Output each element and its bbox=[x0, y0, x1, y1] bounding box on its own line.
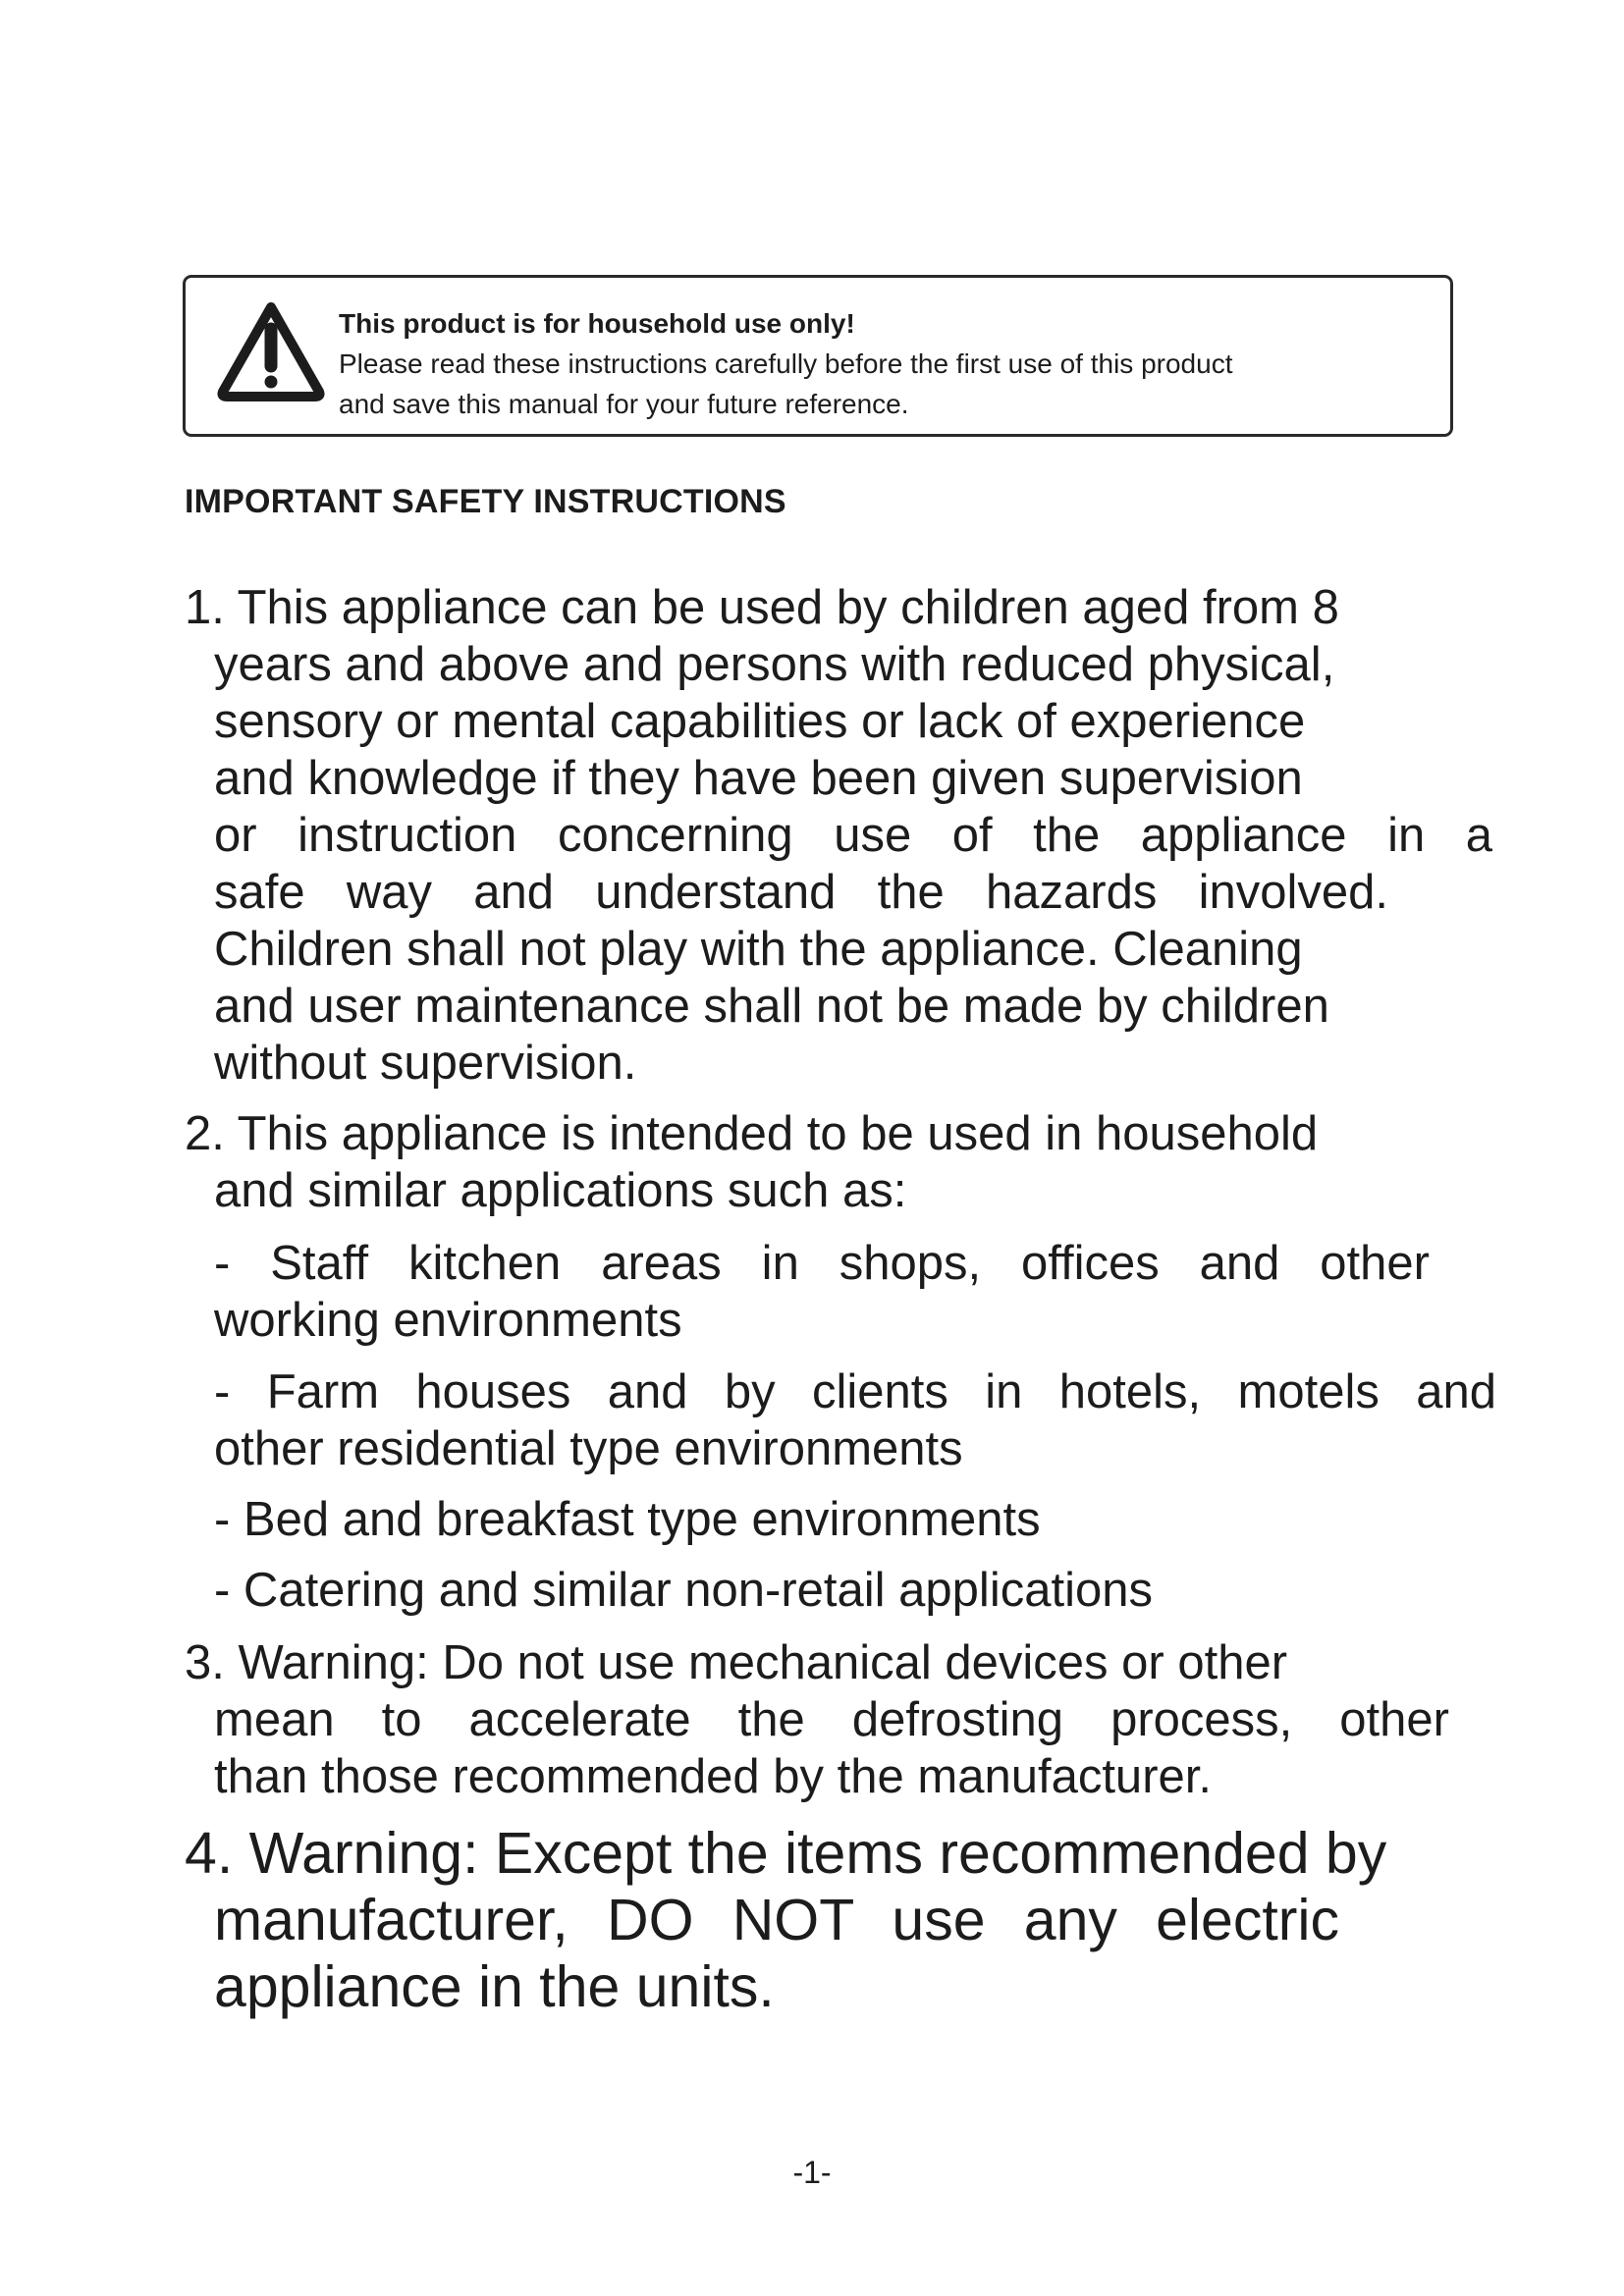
item-2-line-2: and similar applications such as: bbox=[214, 1164, 907, 1217]
subitem-farm-houses-line-2: other residential type environments bbox=[214, 1422, 963, 1475]
item-1-line-1: 1. This appliance can be used by children aged from 8 bbox=[185, 581, 1339, 634]
subitem-catering: - Catering and similar non-retail applications bbox=[214, 1564, 1153, 1617]
item-4-line-2: manufacturer, DO NOT use any electric bbox=[214, 1888, 1339, 1952]
item-1-line-4: and knowledge if they have been given supervision bbox=[214, 752, 1303, 805]
item-3-line-3: than those recommended by the manufacturer. bbox=[214, 1750, 1212, 1803]
item-1-line-7: Children shall not play with the appliance. Cleaning bbox=[214, 923, 1303, 976]
item-1-line-2: years and above and persons with reduced physical, bbox=[214, 638, 1335, 691]
page-number: -1- bbox=[792, 2155, 832, 2190]
notice-title: This product is for household use only! bbox=[339, 308, 855, 339]
item-4-line-1: 4. Warning: Except the items recommended by bbox=[185, 1821, 1387, 1886]
item-1-line-8: and user maintenance shall not be made by children bbox=[214, 980, 1329, 1033]
notice-line-1: Please read these instructions carefully before the first use of this product bbox=[339, 348, 1233, 379]
item-2-line-1: 2. This appliance is intended to be used in household bbox=[185, 1107, 1319, 1160]
household-use-notice bbox=[183, 275, 1453, 437]
item-4-line-3: appliance in the units. bbox=[214, 1954, 775, 2019]
notice-text bbox=[339, 303, 1232, 424]
subitem-staff-kitchen-line-1: - Staff kitchen areas in shops, offices and other bbox=[214, 1237, 1430, 1290]
item-1-line-3: sensory or mental capabilities or lack of experience bbox=[214, 695, 1306, 748]
item-3-line-2: mean to accelerate the defrosting process, other bbox=[214, 1693, 1449, 1746]
item-1-line-9: without supervision. bbox=[214, 1037, 637, 1090]
subitem-bed-breakfast: - Bed and breakfast type environments bbox=[214, 1493, 1041, 1546]
subitem-farm-houses-line-1: - Farm houses and by clients in hotels, motels and bbox=[214, 1365, 1496, 1418]
section-heading: IMPORTANT SAFETY INSTRUCTIONS bbox=[185, 483, 786, 520]
item-3-line-1: 3. Warning: Do not use mechanical devices or other bbox=[185, 1636, 1288, 1689]
warning-triangle-icon bbox=[215, 299, 327, 403]
item-1-line-6: safe way and understand the hazards involved. bbox=[214, 866, 1388, 919]
notice-line-2: and save this manual for your future reference. bbox=[339, 389, 909, 419]
item-1-line-5: or instruction concerning use of the appliance in a bbox=[214, 809, 1492, 862]
subitem-staff-kitchen-line-2: working environments bbox=[214, 1294, 682, 1347]
